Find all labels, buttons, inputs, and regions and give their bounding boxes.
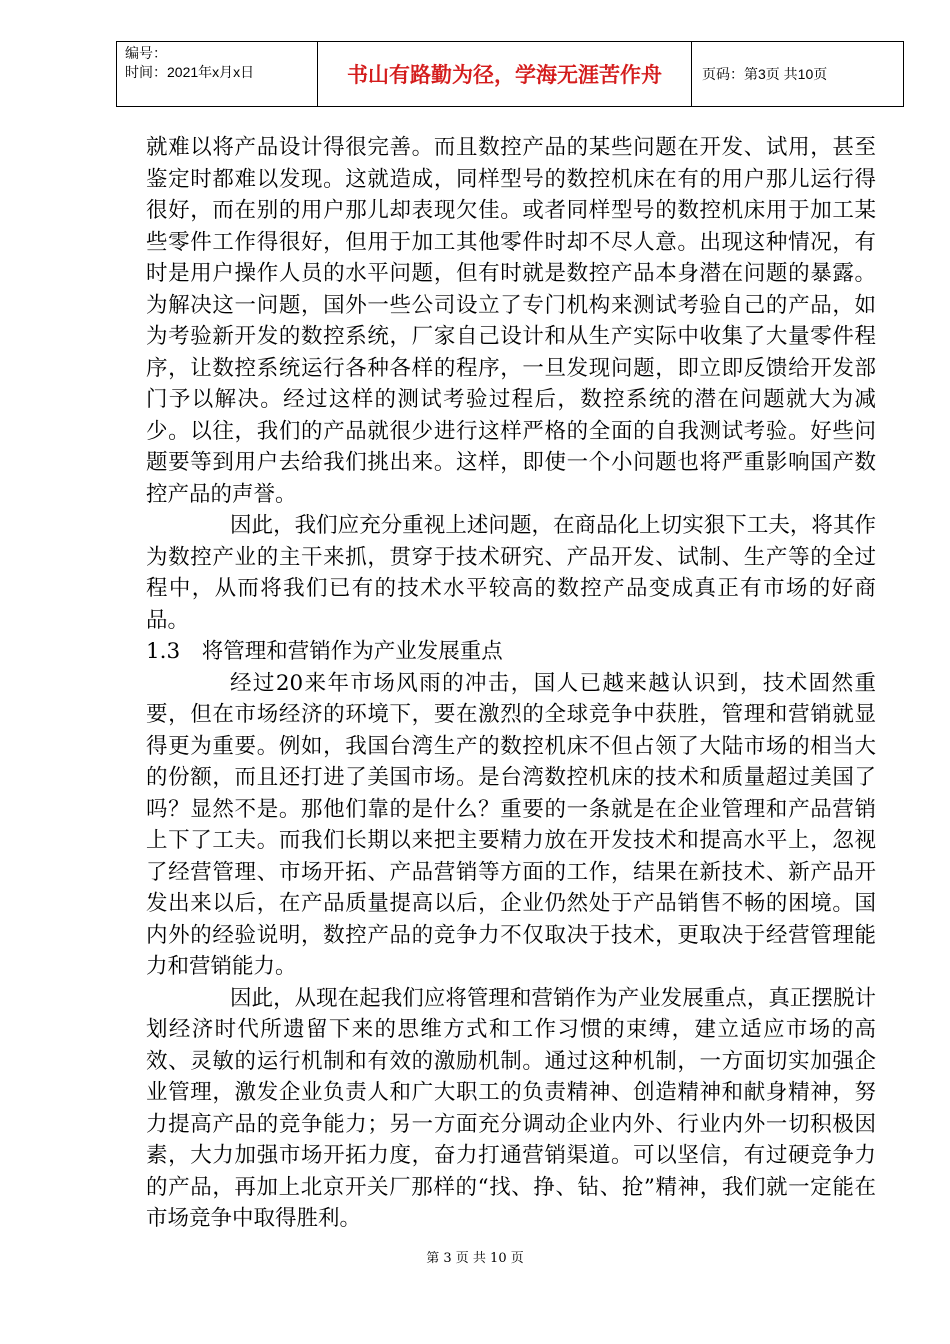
header-motto-cell: [318, 42, 692, 106]
section-heading: 1.3 将管理和营销作为产业发展重点: [146, 639, 503, 664]
header-table: [116, 41, 904, 107]
serial-number-label: 编号：: [125, 45, 167, 61]
header-meta-cell: [117, 42, 318, 106]
footer-page-number: 第 3 页 共 10 页: [426, 1251, 524, 1266]
time-label: 时间：2021年x月x日: [125, 64, 255, 80]
paragraph-3: 经过20来年市场风雨的冲击，国人已越来越认识到，技术固然重要，但在市场经济的环境下，要在激烈的全球竞争中获胜，管理和营销就显得更为重要。例如，我国台湾生产的数控机床不但占领了大陆市场的相当大的份额，而且还打进了美国市场。是台湾数控机床的技术和质量超过美国了吗？显然不是。那他们靠的是什么？重要的一条就是在企业管理和产品营销上下了工夫。而我们长期以来把主要精力放在开发技术和提高水平上，忽视了经营管理、市场开拓、产品营销等方面的工作，结果在新技术、新产品开发出来以后，在产品质量提高以后，企业仍然处于产品销售不畅的困境。国内外的经验说明，数控产品的竞争力不仅取决于技术，更取决于经营管理能力和营销能力。: [146, 670, 876, 979]
paragraph-2: 因此，我们应充分重视上述问题，在商品化上切实狠下工夫，将其作为数控产业的主干来抓，贯穿于技术研究、产品开发、试制、生产等的全过程中，从而将我们已有的技术水平较高的数控产品变成真正有市场的好商品。: [146, 513, 876, 633]
document-body: [146, 132, 876, 1235]
paragraph-4: 因此，从现在起我们应将管理和营销作为产业发展重点，真正摆脱计划经济时代所遗留下来的思维方式和工作习惯的束缚，建立适应市场的高效、灵敏的运行机制和有效的激励机制。通过这种机制，一方面切实加强企业管理，激发企业负责人和广大职工的负责精神、创造精神和献身精神，努力提高产品的竞争能力；另一方面充分调动企业内外、行业内外一切积极因素，大力加强市场开拓力度，奋力打通营销渠道。可以坚信，有过硬竞争力的产品，再加上北京开关厂那样的“找、挣、钻、抢”精神，我们就一定能在市场竞争中取得胜利。: [146, 985, 876, 1231]
header-page-cell: [692, 42, 903, 106]
paragraph-1: 就难以将产品设计得很完善。而且数控产品的某些问题在开发、试用，甚至鉴定时都难以发现。这就造成，同样型号的数控机床在有的用户那儿运行得很好，而在别的用户那儿却表现欠佳。或者同样型号的数控机床用于加工某些零件工作得很好，但用于加工其他零件时却不尽人意。出现这种情况，有时是用户操作人员的水平问题，但有时就是数控产品本身潜在问题的暴露。为解决这一问题，国外一些公司设立了专门机构来测试考验自己的产品，如为考验新开发的数控系统，厂家自己设计和从生产实际中收集了大量零件程序，让数控系统运行各种各样的程序，一旦发现问题，即立即反馈给开发部门予以解决。经过这样的测试考验过程后，数控系统的潜在问题就大为减少。以往，我们的产品就很少进行这样严格的全面的自我测试考验。好些问题要等到用户去给我们挑出来。这样，即使一个小问题也将严重影响国产数控产品的声誉。: [146, 135, 876, 507]
page-footer: [0, 1247, 950, 1266]
page-info-text: 页码：第3页 共10页: [702, 66, 828, 82]
motto-text: 书山有路勤为径，学海无涯苦作舟: [347, 62, 662, 87]
